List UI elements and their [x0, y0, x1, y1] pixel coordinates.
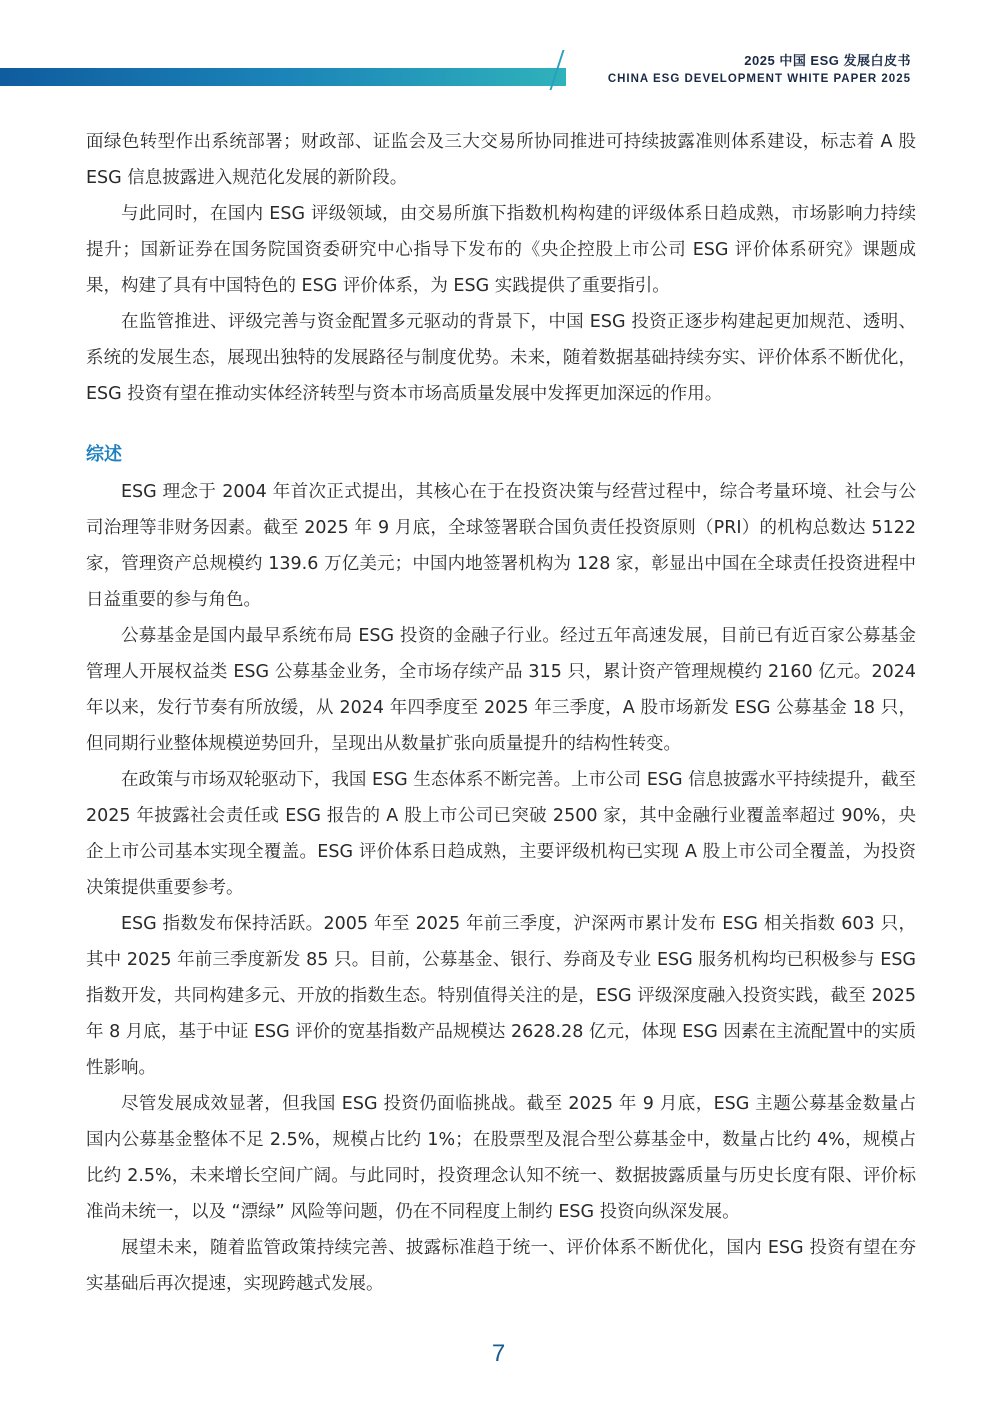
section-paragraph-2: 公募基金是国内最早系统布局 ESG 投资的金融子行业。经过五年高速发展，目前已有近百家公募基金管理人开展权益类 ESG 公募基金业务，全市场存续产品 315 只，累计资产管理规模约 2160 亿元。2024 年以来，发行节奏有所放缓，从 2024 年四季度至 2025 年三季度，A 股市场新发 ESG 公募基金 18 只，但同期行业整体规模逆势回升，呈现出从数量扩张向质量提升的结构性转变。 [86, 626, 916, 754]
intro-paragraph-2: 与此同时，在国内 ESG 评级领域，由交易所旗下指数机构构建的评级体系日趋成熟，市场影响力持续提升；国新证券在国务院国资委研究中心指导下发布的《央企控股上市公司 ESG 评价体系研究》课题成果，构建了具有中国特色的 ESG 评价体系，为 ESG 实践提供了重要指引。 [86, 204, 916, 296]
section-paragraph-4: ESG 指数发布保持活跃。2005 年至 2025 年前三季度，沪深两市累计发布 ESG 相关指数 603 只，其中 2025 年前三季度新发 85 只。目前，公募基金、银行、券商及专业 ESG 服务机构均已积极参与 ESG 指数开发，共同构建多元、开放的指数生态。特别值得关注的是，ESG 评级深度融入投资实践，截至 2025 年 8 月底，基于中证 ESG 评价的宽基指数产品规模达 2628.28 亿元，体现 ESG 因素在主流配置中的实质性影响。 [86, 914, 916, 1078]
intro-paragraph-1: 面绿色转型作出系统部署；财政部、证监会及三大交易所协同推进可持续披露准则体系建设，标志着 A 股 ESG 信息披露进入规范化发展的新阶段。 [86, 132, 916, 188]
section-heading: 综述 [86, 444, 122, 465]
section-paragraph-1: ESG 理念于 2004 年首次正式提出，其核心在于在投资决策与经营过程中，综合考量环境、社会与公司治理等非财务因素。截至 2025 年 9 月底，全球签署联合国负责任投资原则（PRI）的机构总数达 5122 家，管理资产总规模约 139.6 万亿美元；中国内地签署机构为 128 家，彰显出中国在全球责任投资进程中日益重要的参与角色。 [86, 482, 916, 610]
intro-paragraph-3: 在监管推进、评级完善与资金配置多元驱动的背景下，中国 ESG 投资正逐步构建起更加规范、透明、系统的发展生态，展现出独特的发展路径与制度优势。未来，随着数据基础持续夯实、评价体系不断优化，ESG 投资有望在推动实体经济转型与资本市场高质量发展中发挥更加深远的作用。 [86, 312, 916, 404]
page-number: 7 [491, 1340, 506, 1367]
header-title: 2025 中国 ESG 发展白皮书 [744, 53, 911, 68]
header-subtitle: CHINA ESG DEVELOPMENT WHITE PAPER 2025 [607, 73, 911, 85]
section-paragraph-3: 在政策与市场双轮驱动下，我国 ESG 生态体系不断完善。上市公司 ESG 信息披露水平持续提升，截至 2025 年披露社会责任或 ESG 报告的 A 股上市公司已突破 2500 家，其中金融行业覆盖率超过 90%，央企上市公司基本实现全覆盖。ESG 评价体系日趋成熟，主要评级机构已实现 A 股上市公司全覆盖，为投资决策提供重要参考。 [86, 770, 916, 898]
section-paragraph-6: 展望未来，随着监管政策持续完善、披露标准趋于统一、评价体系不断优化，国内 ESG 投资有望在夯实基础后再次提速，实现跨越式发展。 [86, 1238, 916, 1294]
section-paragraph-5: 尽管发展成效显著，但我国 ESG 投资仍面临挑战。截至 2025 年 9 月底，ESG 主题公募基金数量占国内公募基金整体不足 2.5%，规模占比约 1%；在股票型及混合型公募基金中，数量占比约 4%，规模占比约 2.5%，未来增长空间广阔。与此同时，投资理念认知不统一、数据披露质量与历史长度有限、评价标准尚未统一，以及 “漂绿” 风险等问题，仍在不同程度上制约 ESG 投资向纵深发展。 [86, 1094, 916, 1222]
document-body [86, 124, 916, 1302]
header-accent-bar [0, 68, 566, 86]
